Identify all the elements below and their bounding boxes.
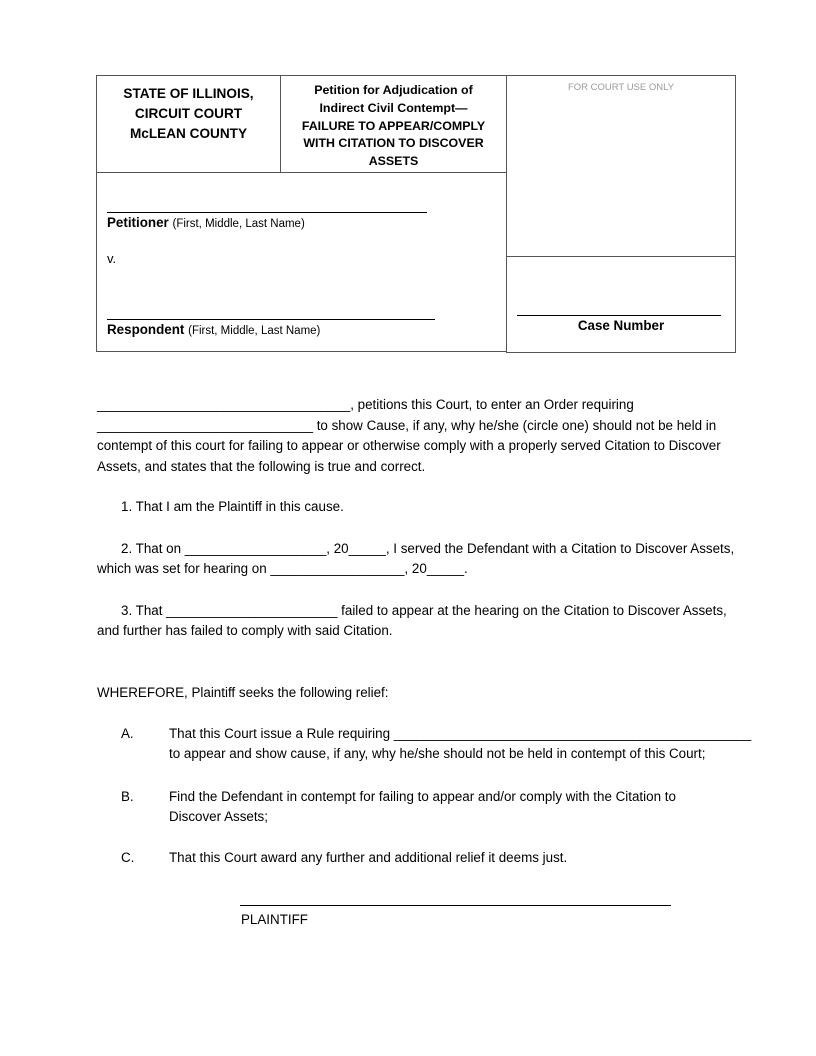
plaintiff-signature-line[interactable] <box>240 905 671 906</box>
versus-label: v. <box>107 251 117 266</box>
petitioner-label: Petitioner <box>107 215 169 230</box>
parties-cell <box>96 172 507 352</box>
court-use-cell <box>506 75 736 257</box>
respondent-blank[interactable]: _____________________________ <box>97 417 313 433</box>
petition-intro <box>97 395 737 477</box>
item-3-line: 3. That _______________________ failed to appear at the hearing on the Citation to Discover Assets, <box>121 603 727 618</box>
petitioner-name-line[interactable] <box>107 212 427 213</box>
respondent-hint: (First, Middle, Last Name) <box>188 325 321 337</box>
relief-item-b <box>169 787 749 827</box>
wherefore-clause: WHEREFORE, Plaintiff seeks the following relief: <box>97 685 389 700</box>
case-number-line[interactable] <box>517 315 721 316</box>
case-number-cell <box>506 256 736 353</box>
respondent-label: Respondent <box>107 322 185 337</box>
item-3-line: and further has failed to comply with said Citation. <box>97 623 393 638</box>
intro-text: , petitions this Court, to enter an Order requiring <box>350 397 634 412</box>
relief-letter: B. <box>121 789 134 804</box>
intro-text: Assets, and states that the following is true and correct. <box>97 458 426 474</box>
item-1: 1. That I am the Plaintiff in this cause. <box>121 499 344 514</box>
form-title-line: Petition for Adjudication of <box>314 83 473 97</box>
relief-item-c <box>169 848 749 868</box>
court-county: McLEAN COUNTY <box>129 126 248 141</box>
court-state: STATE OF ILLINOIS, <box>123 86 254 101</box>
relief-line: That this Court award any further and additional relief it deems just. <box>169 850 568 865</box>
item-2-line: which was set for hearing on __________________, 20_____. <box>97 561 468 576</box>
court-info-cell <box>96 75 281 173</box>
relief-item-a <box>169 724 752 764</box>
form-title-cell <box>280 75 507 173</box>
petitioner-blank[interactable]: __________________________________ <box>97 397 351 412</box>
item-2 <box>97 539 747 579</box>
intro-text: to show Cause, if any, why he/she (circle one) should not be held in <box>312 417 717 433</box>
relief-line: That this Court issue a Rule requiring ________________________________________________ <box>169 726 752 741</box>
relief-letter: C. <box>121 850 135 865</box>
respondent-name-line[interactable] <box>107 319 435 320</box>
court-use-label: FOR COURT USE ONLY <box>567 82 675 93</box>
form-title-line: WITH CITATION TO DISCOVER <box>303 136 484 151</box>
plaintiff-signature-label: PLAINTIFF <box>241 912 308 927</box>
relief-line: to appear and show cause, if any, why he/she should not be held in contempt of this Court; <box>169 746 706 761</box>
case-number-label: Case Number <box>577 318 665 333</box>
relief-line: Discover Assets; <box>169 809 268 824</box>
item-2-line: 2. That on ___________________, 20_____, I served the Defendant with a Citation to Discover Assets, <box>121 541 735 556</box>
petitioner-hint: (First, Middle, Last Name) <box>172 218 305 230</box>
relief-letter: A. <box>121 726 134 741</box>
form-title-line: ASSETS <box>368 154 419 169</box>
relief-line: Find the Defendant in contempt for failing to appear and/or comply with the Citation to <box>169 789 676 804</box>
item-3 <box>97 601 747 641</box>
form-title-line: Indirect Civil Contempt— <box>319 100 468 115</box>
form-title-line: FAILURE TO APPEAR/COMPLY <box>301 118 486 133</box>
intro-text: contempt of this court for failing to appear or otherwise comply with a properly served Citation to Discover <box>97 438 721 453</box>
court-name: CIRCUIT COURT <box>134 106 243 121</box>
